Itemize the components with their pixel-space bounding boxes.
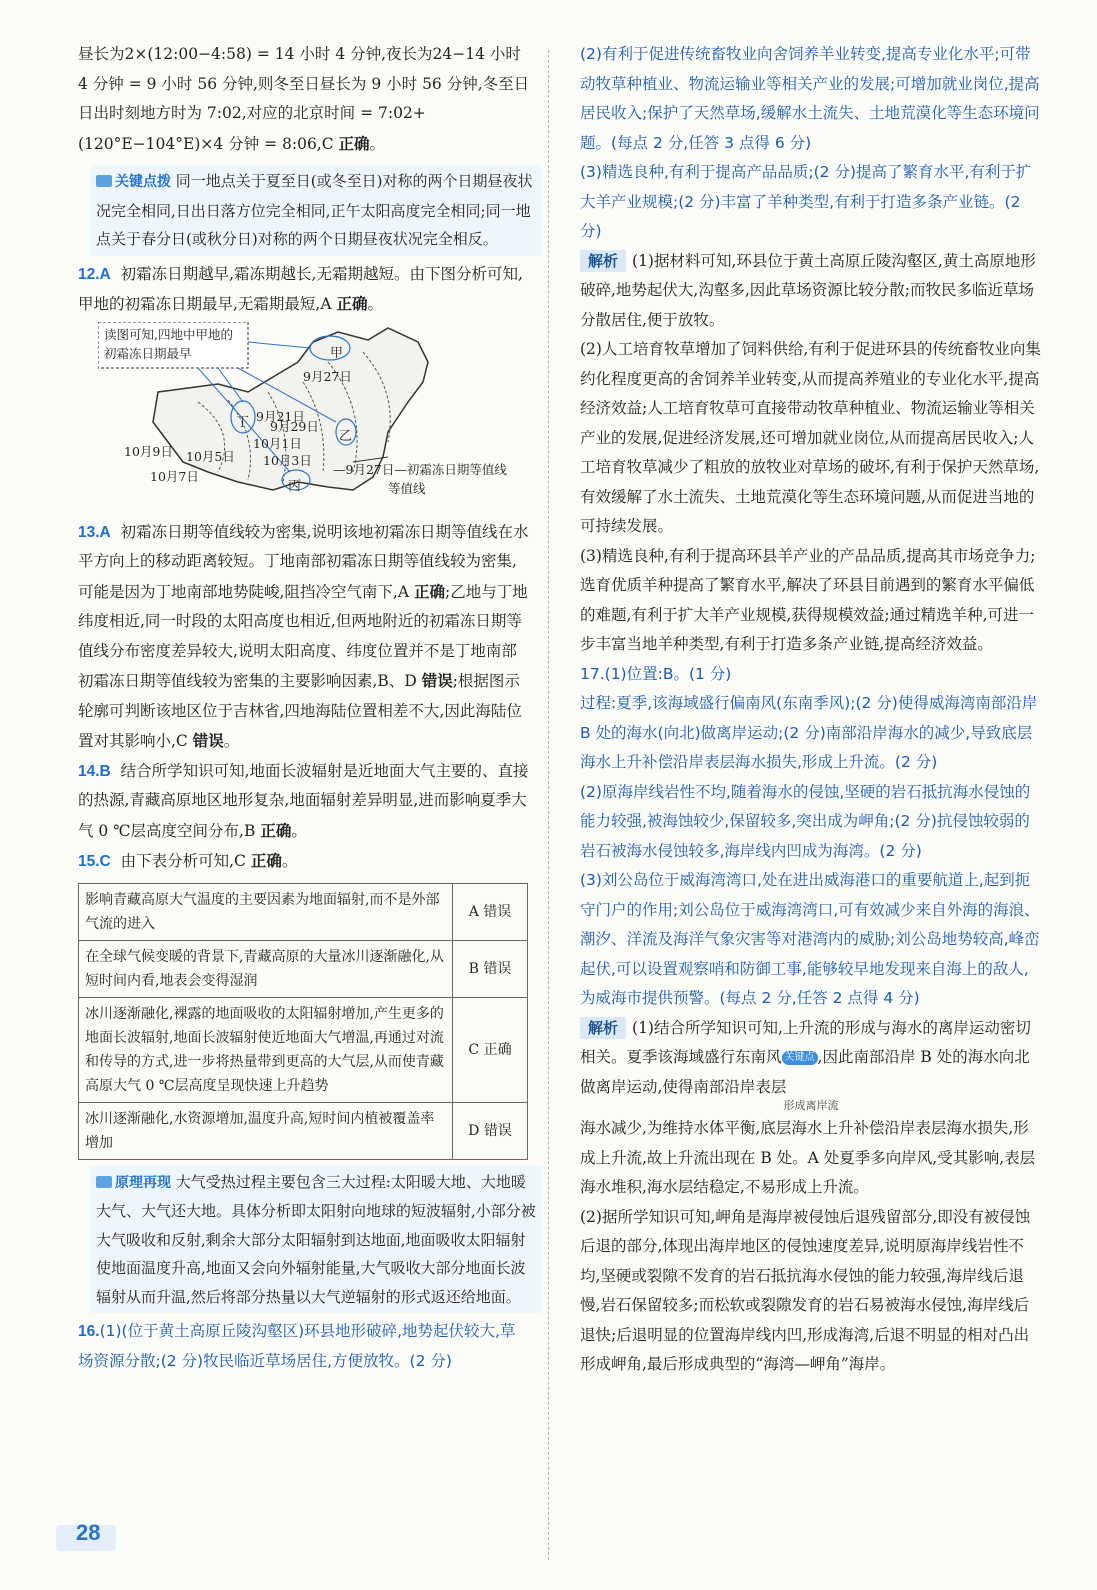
answer-17-1-process: 过程:夏季,该海域盛行偏南风(东南季风);(2 分)使得威海湾南部沿岸 B 处的海水(向北)做离岸运动;(2 分)南部沿岸海水的减少,导致底层海水上升补偿沿岸表层海水损失,形成上升流。(2 分) [580,694,1038,771]
date-label: 10月7日 [150,468,199,484]
date-label: 9月27日 [303,368,352,384]
left-column [78,40,536,1376]
date-label: 9月29日 [270,418,319,434]
label-jia: 甲 [330,345,344,361]
table-verdict: A 错误 [453,883,528,940]
table-verdict: D 错误 [453,1102,528,1159]
page-number: 28 [76,1520,101,1545]
explanation-17-1-cont: 海水减少,为维持水体平衡,底层海水上升补偿沿岸表层海水损失,形成上升流,故上升流出现在 B 处。A 处夏季多向岸风,受其影响,表层海水堆积,海水层结稳定,不易形成上升流。 [580,1119,1036,1196]
answer-17-2: (2)原海岸线岩性不均,随着海水的侵蚀,坚硬的岩石抵抗海水侵蚀的能力较强,被海蚀较少,保留较多,突出成为岬角;(2 分)抗侵蚀较弱的岩石被海水侵蚀较多,海岸线内凹成为海湾。(2 分) [580,782,1031,860]
table-row [79,1102,528,1159]
date-label: 10月9日 [124,443,173,459]
table-cell: 在全球气候变暖的背景下,青藏高原的大量冰川逐渐融化,从短时间内看,地表会变得湿润 [79,940,453,997]
answer-12: 12.A 初霜冻日期越早,霜冻期越长,无霜期越短。由下图分析可知,甲地的初霜冻日期最早,无霜期最短,A 正确。 [78,264,523,313]
column-divider [548,50,549,1560]
table-verdict: B 错误 [453,940,528,997]
explanation-tag: 解析 [580,250,626,272]
key-point-box [90,165,542,256]
answer-14: 14.B 结合所学知识可知,地面长波辐射是近地面大气主要的、直接的热源,青藏高原地区地形复杂,地面辐射差异明显,进而影响夏季大气 0 ℃层高度空间分布,B 正确。 [78,761,529,840]
explanation-17-1: 解析 (1)结合所学知识可知,上升流的形成与海水的离岸运动密切相关。夏季该海域盛行东南风 关键点 ,因此南部沿岸 B 处的海水向北做离岸运动,使得南部沿岸表层 [580,1018,1031,1096]
table-cell: 冰川逐渐融化,裸露的地面吸收的太阳辐射增加,产生更多的地面长波辐射,地面长波辐射使近地面大气增温,再通过对流和传导的方式,进一步将热量带到更高的大气层,从而使青藏高原大气 0 ℃层高度呈现快速上升趋势 [79,997,453,1102]
answer-17-1-position: 17.(1)位置:B。(1 分) [580,664,732,683]
intro-paragraph: 昼长为2×(12:00−4:58) = 14 小时 4 分钟,夜长为24−14 小时 4 分钟 = 9 小时 56 分钟,则冬至日昼长为 9 小时 56 分钟,冬至日日出时刻地方时为 7:02,对应的北京时间 = 7:02+(120°E−104°E)×4 分钟 = 8:06,C 正确。 [78,45,530,153]
answer-16-2: (2)有利于促进传统畜牧业向舍饲养羊业转变,提高专业化水平;可带动牧草种植业、物流运输业等相关产业的发展;可增加就业岗位,提高居民收入;保护了天然草场,缓解水土流失、土地荒漠化等生态环境问题。(每点 2 分,任答 3 点得 6 分) [580,45,1040,152]
frost-date-map [98,322,518,512]
map-legend: —9月27日—初霜冻日期等值线 [333,461,507,477]
date-label: 10月3日 [263,452,312,468]
book-icon [96,175,112,187]
book-icon [96,1176,112,1188]
explanation-16-3: (3)精选良种,有利于提高环县羊产业的产品品质,提高其市场竞争力;选育优质羊种提高了繁育水平,解决了环县目前遇到的繁育水平偏低的难题,有利于扩大羊产业规模,获得规模效益;通过精选羊种,可进一步丰富当地羊种类型,有利于打造多条产业链,提高经济效益。 [580,546,1036,653]
principle-text: 大气受热过程主要包含三大过程:太阳暖大地、大地暖大气、大气还大地。具体分析即太阳射向地球的短波辐射,小部分被大气吸收和反射,剩余大部分太阳辐射到达地面,地面吸收太阳辐射使地面温度升高,地面又会向外辐射能量,大气吸收大部分地面长波辐射从而升温,然后将部分热量以大气逆辐射的形式返还给地面。 [96,1172,536,1306]
table-row [79,940,528,997]
explanation-16-2: (2)人工培育牧草增加了饲料供给,有利于促进环县的传统畜牧业向集约化程度更高的舍饲养羊业转变,从而提高养殖业的专业化水平,提高经济效益;人工培育牧草可直接带动牧草种植业、物流运输业等相关产业的发展,促进经济发展,还可增加就业岗位,从而提高居民收入;人工培育牧草减少了粗放的放牧业对草场的破坏,有利于保护天然草场,有效缓解了水土流失、土地荒漠化等生态环境问题,从而促进当地的可持续发展。 [580,340,1041,535]
handwritten-note: 形成离岸流 [783,1099,839,1112]
label-bing: 丙 [288,478,302,494]
key-point-text: 同一地点关于夏至日(或冬至日)对称的两个日期昼夜状况完全相同,日出日落方位完全相同,正午太阳高度完全相同;同一地点关于春分日(或秋分日)对称的两个日期昼夜状况完全相反。 [96,172,533,248]
label-ding: 丁 [236,414,250,430]
answer-16-3: (3)精选良种,有利于提高产品品质;(2 分)提高了繁育水平,有利于扩大羊产业规模;(2 分)丰富了羊种类型,有利于打造多条产业链。(2 分) [580,163,1032,240]
table-cell: 冰川逐渐融化,水资源增加,温度升高,短时间内植被覆盖率增加 [79,1102,453,1159]
answer-17-3: (3)刘公岛位于威海湾湾口,处在进出威海港口的重要航道上,起到扼守门户的作用;刘公岛位于威海湾湾口,可有效减少来自外海的海浪、潮汐、洋流及海洋气象灾害等对港湾内的威胁;刘公岛地势较高,峰峦起伏,可以设置观察哨和防御工事,能够较早地发现来自海上的敌人,为威海市提供预警。(每点 2 分,任答 2 点得 4 分) [580,871,1040,1007]
table-verdict: C 正确 [453,997,528,1102]
analysis-table [78,883,528,1160]
explanation-16-1: 解析 (1)据材料可知,环县位于黄土高原丘陵沟壑区,黄土高原地形破碎,地势起伏大,沟壑多,因此草场资源比较分散;而牧民多临近草场分散居住,便于放牧。 [580,251,1036,329]
answer-15: 15.C 由下表分析可知,C 正确。 [78,851,298,870]
label-yi: 乙 [339,428,353,444]
date-label: 10月1日 [253,435,302,451]
map-legend-2: 等值线 [388,480,426,496]
note-leader-1 [248,342,310,348]
answer-16-1: 16.(1)(位于黄土高原丘陵沟壑区)环县地形破碎,地势起伏较大,草场资源分散;(2 分)牧民临近草场居住,方便放牧。(2 分) [78,1322,516,1370]
explanation-17-2: (2)据所学知识可知,岬角是海岸被侵蚀后退残留部分,即没有被侵蚀后退的部分,体现出海岸地区的侵蚀速度差异,说明原海岸线岩性不均,坚硬或裂隙不发育的岩石抵抗海水侵蚀的能力较强,海岸线后退慢,岩石保留较多;而松软或裂隙发育的岩石易被海水侵蚀,海岸线后退快;后退明显的位置海岸线内凹,形成海湾,后退不明显的相对凸出形成岬角,最后形成典型的“海湾—岬角”海岸。 [580,1207,1031,1373]
date-label: 9月21日 [256,408,305,424]
principle-tag: 原理再现 [96,1169,171,1198]
principle-box [90,1166,542,1314]
right-column [580,40,1042,1380]
table-cell: 影响青藏高原大气温度的主要因素为地面辐射,而不是外部气流的进入 [79,883,453,940]
table-row [79,883,528,940]
key-point-badge: 关键点 [782,1051,818,1065]
map-note: 读图可知,四地中甲地的初霜冻日期最早 [104,326,233,361]
explanation-tag: 解析 [580,1017,626,1039]
table-row [79,997,528,1102]
answer-13: 13.A 初霜冻日期等值线较为密集,说明该地初霜冻日期等值线在水平方向上的移动距离较短。丁地南部初霜冻日期等值线较为密集,可能是因为丁地南部地势陡峻,阻挡冷空气南下,A 正确;乙地与丁地纬度相近,同一时段的太阳高度也相近,但两地附近的初霜冻日期等值线分布密度差异较大,说明太阳高度、纬度位置并不是丁地南部初霜冻日期等值线较为密集的主要影响因素,B、D 错误;根据图示轮廓可判断该地区位于吉林省,四地海陆位置相差不大,因此海陆位置对其影响小,C 错误。 [78,522,529,750]
key-point-tag: 关键点拨 [96,168,171,197]
date-label: 10月5日 [186,448,235,464]
